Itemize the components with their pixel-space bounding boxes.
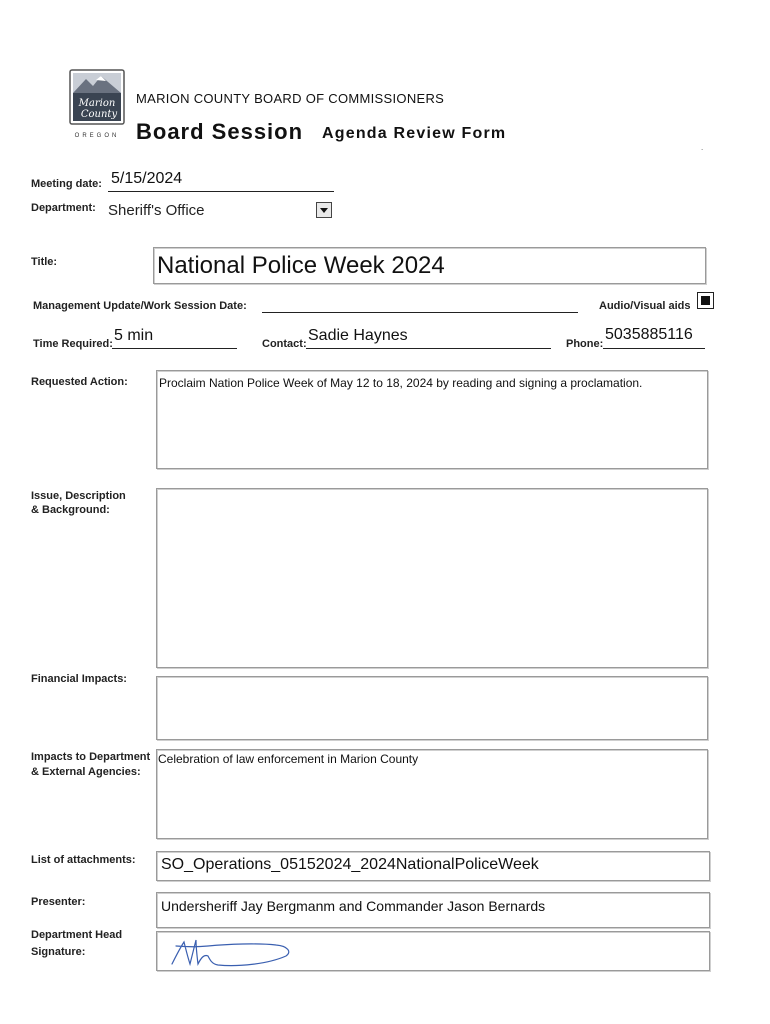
issue-label-line1: Issue, Description [31, 490, 126, 502]
financial-impacts-field[interactable] [156, 676, 708, 740]
department-label: Department: [31, 202, 96, 214]
phone-value[interactable]: 5035885116 [605, 326, 693, 343]
signature-label-line2: Signature: [31, 946, 86, 958]
attachments-label: List of attachments: [31, 854, 136, 866]
form-title-sub: Agenda Review Form [322, 125, 507, 142]
management-date-field[interactable] [262, 312, 578, 313]
signature-label-line1: Department Head [31, 929, 123, 941]
svg-text:Marion: Marion [78, 98, 116, 109]
time-required-label: Time Required: [33, 338, 113, 350]
title-field[interactable] [153, 247, 706, 284]
department-select-value[interactable]: Sheriff's Office [108, 202, 205, 219]
issue-label-line2: & Background: [31, 504, 110, 516]
marion-county-logo [68, 68, 126, 142]
svg-text:OREGON: OREGON [74, 133, 120, 139]
meeting-date-underline [108, 191, 334, 192]
form-title-main: Board Session [136, 119, 304, 144]
header-dot: . [701, 143, 704, 152]
time-required-underline [112, 348, 237, 349]
impacts-field[interactable] [156, 749, 708, 839]
requested-action-label: Requested Action: [31, 376, 128, 388]
issue-description-field[interactable] [156, 488, 708, 668]
phone-label: Phone: [566, 338, 604, 350]
presenter-label: Presenter: [31, 896, 86, 908]
contact-underline [306, 348, 551, 349]
presenter-field[interactable] [156, 892, 710, 928]
attachments-field[interactable] [156, 851, 710, 881]
requested-action-value: Proclaim Nation Police Week of May 12 to 18, 2024 by reading and signing a proclamation. [159, 376, 643, 390]
title-label: Title: [31, 256, 58, 268]
financial-impacts-label: Financial Impacts: [31, 673, 127, 685]
phone-underline [603, 348, 705, 349]
management-date-label: Management Update/Work Session Date: [33, 300, 247, 312]
contact-label: Contact: [262, 338, 307, 350]
impacts-value: Celebration of law enforcement in Marion County [158, 752, 419, 766]
audio-visual-label: Audio/Visual aids [599, 300, 691, 312]
time-required-value[interactable]: 5 min [114, 327, 154, 344]
dropdown-arrow-icon[interactable] [316, 202, 332, 218]
handwritten-signature-icon [168, 934, 298, 970]
requested-action-field[interactable] [156, 370, 708, 469]
attachments-value: SO_Operations_05152024_2024NationalPoliceWeek [161, 856, 539, 873]
audio-visual-checkbox[interactable] [697, 292, 714, 309]
impacts-label-line2: & External Agencies: [31, 766, 141, 778]
board-name: MARION COUNTY BOARD OF COMMISSIONERS [136, 91, 445, 106]
svg-text:County: County [80, 109, 118, 120]
title-value: National Police Week 2024 [157, 252, 445, 279]
presenter-value: Undersheriff Jay Bergmanm and Commander Jason Bernards [161, 898, 546, 914]
meeting-date-value[interactable]: 5/15/2024 [111, 170, 183, 187]
impacts-label-line1: Impacts to Department [31, 751, 151, 763]
meeting-date-label: Meeting date: [31, 178, 102, 190]
contact-value[interactable]: Sadie Haynes [308, 327, 408, 344]
